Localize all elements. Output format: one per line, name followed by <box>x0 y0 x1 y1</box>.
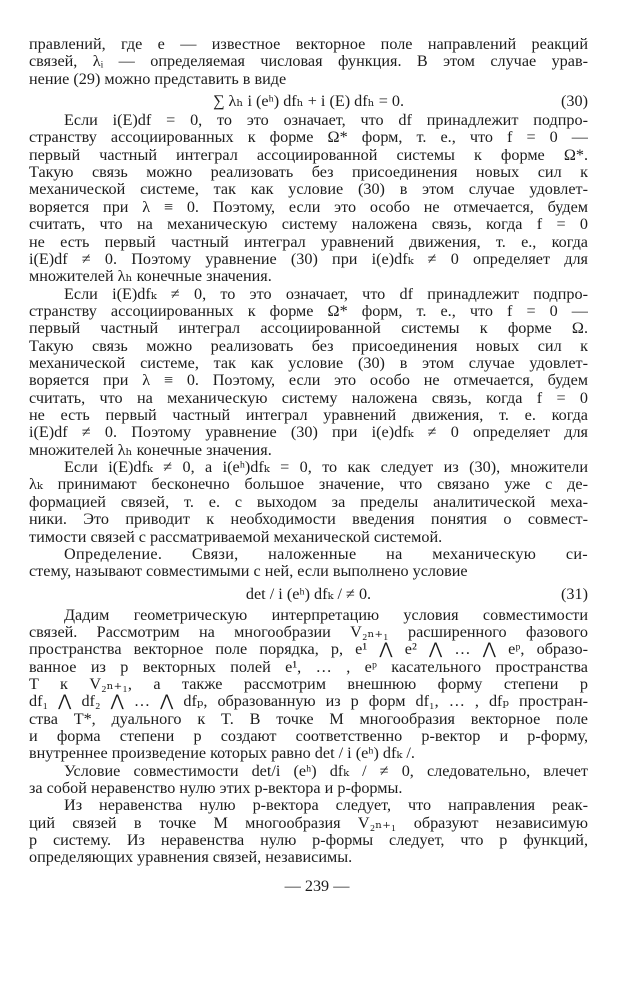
text-line: формацией связей, т. е. с выходом за пределы аналитической меха- <box>29 493 588 511</box>
text-line: за собой неравенство нулю этих p-вектора и p-формы. <box>29 780 403 797</box>
text-line: механической системе, так как условие (30) в этом случае удовлет- <box>29 181 588 199</box>
equation-number: (30) <box>561 92 588 111</box>
text-line: λₖ принимают бесконечно большое значение, что связано уже с де- <box>29 476 588 494</box>
text-line: ники. Это приводит к необходимости введения понятия о совмест- <box>29 511 588 529</box>
page-number: — 239 — <box>284 876 350 895</box>
text-line: Такую связь можно реализовать без присоединения новых сил к <box>29 337 588 355</box>
text-line: Такую связь можно реализовать без присоединения новых сил к <box>29 164 588 182</box>
text-line: пространства векторное поле порядка, p, e¹ ⋀ e² ⋀ … ⋀ eᵖ, образо- <box>29 641 588 659</box>
text-line: множителей λₕ конечные значения. <box>29 441 272 459</box>
definition-line: Определение. Связи, наложенные на механическую си- <box>64 545 588 563</box>
text-line: воряется при λ ≡ 0. Поэтому, если это особо не отмечается, будем <box>29 198 588 216</box>
text-line: странству ассоциированных к форме Ω* форм, т. е., что f = 0 — <box>29 302 588 320</box>
text-line: Если i(E)dfₖ ≠ 0, то это означает, что df принадлежит подпро- <box>64 285 588 303</box>
text-line: определяющих уравнения связей, независимы. <box>29 849 353 867</box>
text-line: T к V₂ₙ₊₁, а также рассмотрим внешнюю форму степени p <box>29 675 588 693</box>
text-line: внутреннее произведение которых равно det / i (eʰ) dfₖ /. <box>29 745 415 763</box>
equation-formula: ∑ λₕ i (eʰ) dfₕ + i (E) dfₕ = 0. <box>212 92 405 111</box>
text-line: Из неравенства нулю p-вектора следует, что направления реак- <box>64 797 588 815</box>
text-line: стему, называют совместимыми с ней, если выполнено условие <box>29 563 468 581</box>
equation-30 <box>29 89 588 113</box>
text-line: i(E)df ≠ 0. Поэтому уравнение (30) при i(e)dfₖ ≠ 0 определяет для <box>29 250 588 268</box>
text-line: нение (29) можно представить в виде <box>29 70 287 88</box>
text-line: p систему. Из неравенства нулю p-формы следует, что p функций, <box>29 832 588 850</box>
text-line: Условие совместимости det/i (eʰ) dfₖ / ≠ 0, следовательно, влечет <box>64 762 588 780</box>
text-line: считать, что на механическую систему наложена связь, когда f = 0 <box>29 216 588 234</box>
text-line: множителей λₕ конечные значения. <box>29 268 272 286</box>
text-line: не есть первый частный интеграл уравнений движения, т. е. когда <box>29 407 588 424</box>
text-line: тимости связей с рассматриваемой механической системой. <box>29 528 443 546</box>
text-line: первый частный интеграл ассоциированной системы к форме Ω*. <box>29 146 588 164</box>
text-line: i(E)df ≠ 0. Поэтому уравнение (30) при i(e)dfₖ ≠ 0 определяет для <box>29 424 588 442</box>
equation-31 <box>29 582 588 606</box>
text-line: механической системе, так как условие (30) в этом случае удовлет- <box>29 355 588 372</box>
text-line: считать, что на механическую систему наложена связь, когда f = 0 <box>29 389 588 407</box>
text-line: связей, λᵢ — определяемая числовая функция. В этом случае урав- <box>29 53 588 71</box>
text-line: не есть первый частный интеграл уравнений движения, т. е., когда <box>29 233 588 251</box>
text-line: ванное из p векторных полей e¹, … , eᵖ касательного пространства <box>29 658 588 676</box>
text-line: и форма степени p создают соответственно p-вектор и p-форму, <box>29 728 588 745</box>
equation-formula: det / i (eʰ) dfₖ / ≠ 0. <box>245 584 372 603</box>
text-line: связей. Рассмотрим на многообразии V₂ₙ₊₁ расширенного фазового <box>29 623 588 641</box>
text-line: Если i(E)df = 0, то это означает, что df принадлежит подпро- <box>64 112 588 130</box>
text-line: странству ассоциированных к форме Ω* форм, т. е., что f = 0 — <box>29 129 588 147</box>
text-line: df₁ ⋀ df₂ ⋀ … ⋀ dfₚ, образованную из p форм df₁, … , dfₚ простран- <box>29 693 588 711</box>
text-line: первый частный интеграл ассоциированной системы к форме Ω. <box>29 320 588 338</box>
text-line: правлений, где e — известное векторное поле направлений реакций <box>29 36 588 53</box>
text-line: Дадим геометрическую интерпретацию условия совместимости <box>64 606 588 624</box>
text-line: воряется при λ ≡ 0. Поэтому, если это особо не отмечается, будем <box>29 372 588 390</box>
text-line: Если i(E)dfₖ ≠ 0, а i(eʰ)dfₖ = 0, то как следует из (30), множители <box>64 459 588 477</box>
text-line: ций связей в точке M многообразия V₂ₙ₊₁ образуют независимую <box>29 814 588 832</box>
text-line: ства T*, дуального к T. В точке M многообразия векторное поле <box>29 710 588 728</box>
equation-number: (31) <box>561 584 588 603</box>
